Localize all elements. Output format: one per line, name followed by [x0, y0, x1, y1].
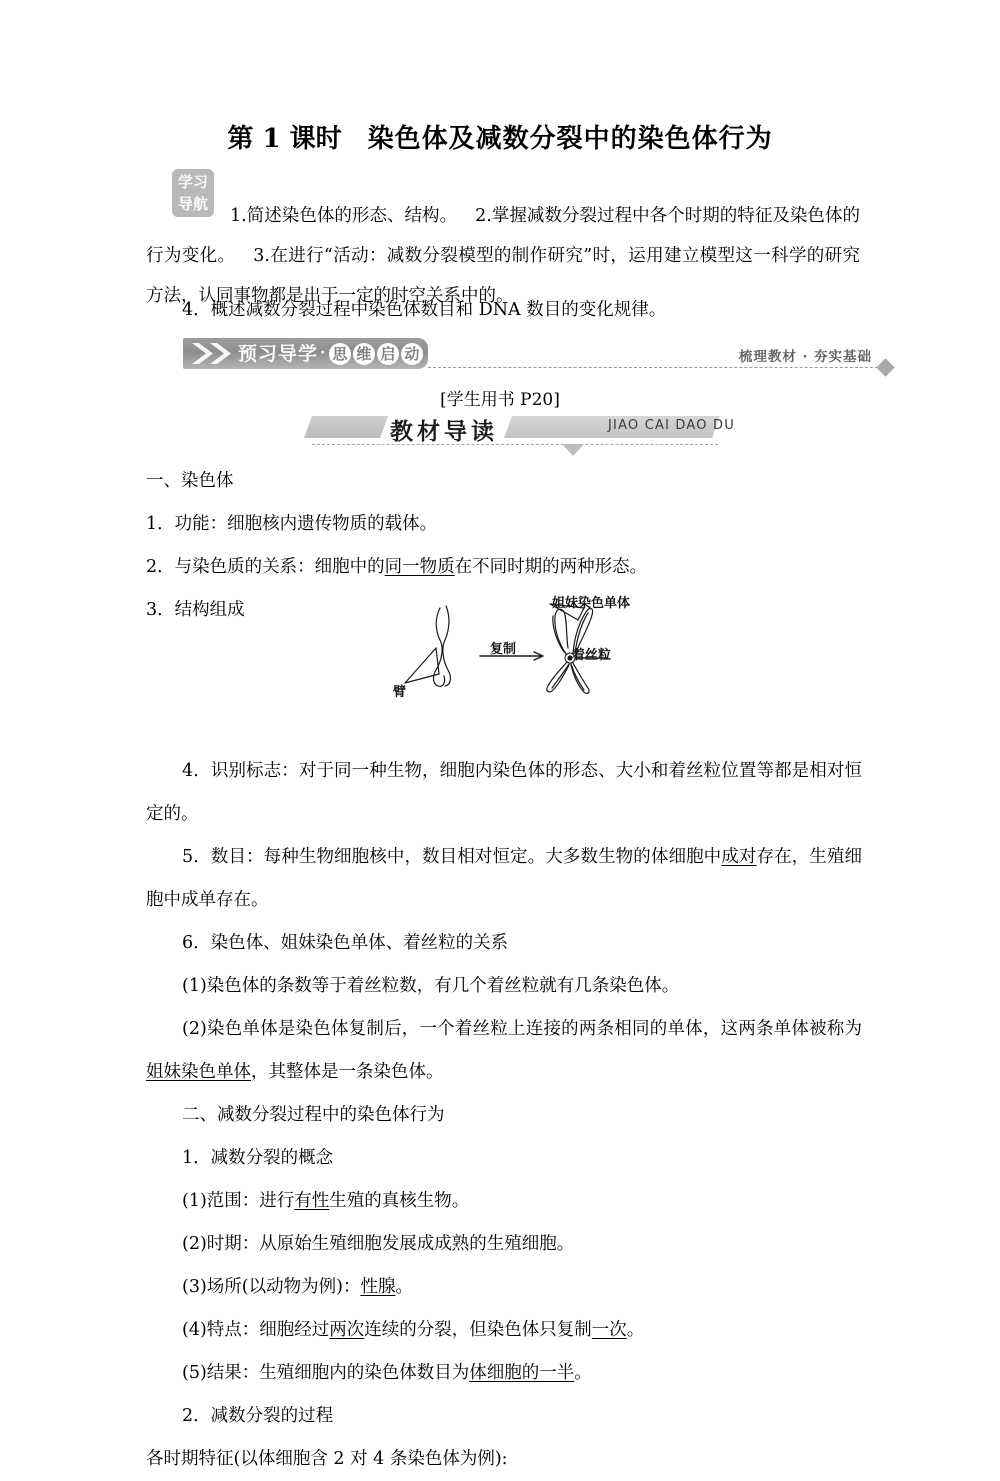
banner-title: 教材导读: [390, 419, 498, 445]
item-structure: 3．结构组成: [146, 600, 245, 620]
item-relations-2: [146, 1008, 862, 1094]
banner-dashed-rule: [312, 444, 718, 445]
item-meiosis-process: 2．减数分裂的过程: [182, 1406, 334, 1426]
ribbon-circle-3: 启: [377, 343, 399, 365]
item-meiosis-concept: 1．减数分裂的概念: [182, 1148, 334, 1168]
diagram-label-sister-chromatids: 姐妹染色单体: [552, 596, 631, 611]
item-function: 1．功能：细胞核内遗传物质的载体。: [146, 514, 438, 534]
m1-4-text-c: 。: [626, 1320, 645, 1340]
item-meiosis-features: [146, 1309, 862, 1352]
item6-2-underlined: 姐妹染色单体: [146, 1062, 251, 1082]
m1-1-text-a: (1)范围：进行: [182, 1191, 295, 1211]
m1-5-text-a: (5)结果：生殖细胞内的染色体数目为: [182, 1363, 470, 1383]
item5-text-b: 存在，生殖细胞中成单存在。: [146, 847, 862, 910]
m1-5-underlined: 体细胞的一半: [469, 1363, 575, 1383]
chromosome-diagram-svg: [380, 590, 690, 708]
item-relation-chromatin: [146, 546, 862, 589]
ribbon-circle-1: 思: [329, 343, 351, 365]
objective-2: 2.掌握减数分裂过程中各个时期的特征及染色体的行为变化。: [146, 206, 860, 266]
m1-1-underlined: 有性: [294, 1191, 330, 1211]
heading-chromosome: 一、染色体: [146, 471, 234, 491]
textbook-guide-banner: [290, 413, 735, 457]
item-relations-1: (1)染色体的条数等于着丝粒数，有几个着丝粒就有几条染色体。: [182, 976, 680, 996]
item2-underlined: 同一物质: [384, 557, 455, 577]
section-ribbon-title: [238, 341, 424, 367]
banner-pinyin: JIAO CAI DAO DU: [608, 418, 735, 433]
m1-3-text-b: 。: [395, 1277, 413, 1297]
objective-4: 4．概述减数分裂过程中染色体数目和 DNA 数目的变化规律。: [182, 300, 667, 320]
m1-1-text-b: 生殖的真核生物。: [329, 1191, 470, 1211]
item-number: [146, 836, 862, 922]
item2-text-a: 2．与染色质的关系：细胞中的: [146, 557, 385, 577]
student-book-reference: [学生用书 P20]: [440, 390, 560, 410]
item-meiosis-scope: [146, 1180, 862, 1223]
m1-4-underlined-2: 一次: [591, 1320, 627, 1340]
objective-4-line: [146, 295, 860, 325]
m1-4-underlined-1: 两次: [329, 1320, 365, 1340]
m1-5-text-b: 。: [574, 1363, 592, 1383]
item5-text-a: 5．数目：每种生物细胞核中，数目相对恒定。大多数生物的体细胞中: [182, 847, 722, 867]
item-meiosis-period: (2)时期：从原始生殖细胞发展成成熟的生殖细胞。: [182, 1234, 575, 1254]
item2-text-b: 在不同时期的两种形态。: [454, 557, 648, 577]
ribbon-subtitle: 梳理教材 · 夯实基础: [738, 349, 872, 365]
item5-underlined: 成对: [721, 847, 757, 867]
m1-3-underlined: 性腺: [360, 1277, 396, 1297]
item-meiosis-result: [146, 1352, 862, 1395]
diagram-label-centromere: 着丝粒: [572, 648, 612, 663]
ribbon-dashed-rule: [428, 367, 878, 368]
heading-meiosis-behavior: 二、减数分裂过程中的染色体行为: [182, 1105, 445, 1125]
chevron-down-icon: [562, 444, 584, 456]
lesson-name: 染色体及减数分裂中的染色体行为: [367, 124, 773, 154]
ribbon-circle-2: 维: [353, 343, 375, 365]
item-meiosis-location: [146, 1266, 862, 1309]
ribbon-circle-4: 动: [401, 343, 423, 365]
badge-line-2: 导航: [177, 195, 208, 213]
lesson-number: 第 1 课时: [227, 124, 342, 154]
badge-line-1: 学习: [177, 173, 208, 191]
m1-4-text-b: 连续的分裂，但染色体只复制: [364, 1320, 592, 1340]
m1-4-text-a: (4)特点：细胞经过: [182, 1320, 330, 1340]
double-chevron-icon: [190, 341, 240, 366]
item6-2-text-b: ，其整体是一条染色体。: [251, 1062, 444, 1082]
page-title: [0, 118, 1000, 155]
item-identification-mark: 4．识别标志：对于同一种生物，细胞内染色体的形态、大小和着丝粒位置等都是相对恒定的。: [146, 761, 862, 824]
item-relations: 6．染色体、姐妹染色单体、着丝粒的关系: [182, 933, 509, 953]
diagram-label-arm: 臂: [393, 685, 407, 700]
ribbon-dot: ·: [320, 345, 327, 361]
ribbon-part1: 预习导学: [238, 343, 319, 365]
item-stage-features-note: 各时期特征(以体细胞含 2 对 4 条染色体为例):: [146, 1449, 508, 1469]
objective-1: 1.简述染色体的形态、结构。: [230, 206, 458, 226]
diagram-label-replication: 复制: [490, 642, 517, 657]
m1-3-text-a: (3)场所(以动物为例)：: [182, 1277, 361, 1297]
diamond-icon: [876, 358, 894, 376]
banner-left-block: [304, 416, 388, 438]
chromosome-replication-diagram: [380, 590, 690, 708]
item6-2-text-a: (2)染色单体是染色体复制后，一个着丝粒上连接的两条相同的单体，这两条单体被称为: [182, 1019, 862, 1039]
objective-3: 3.在进行“活动：减数分裂模型的制作研究”时，运用建立模型这一科学的研究方法，认同事物都是出于一定的时空关系中的。: [146, 246, 861, 306]
